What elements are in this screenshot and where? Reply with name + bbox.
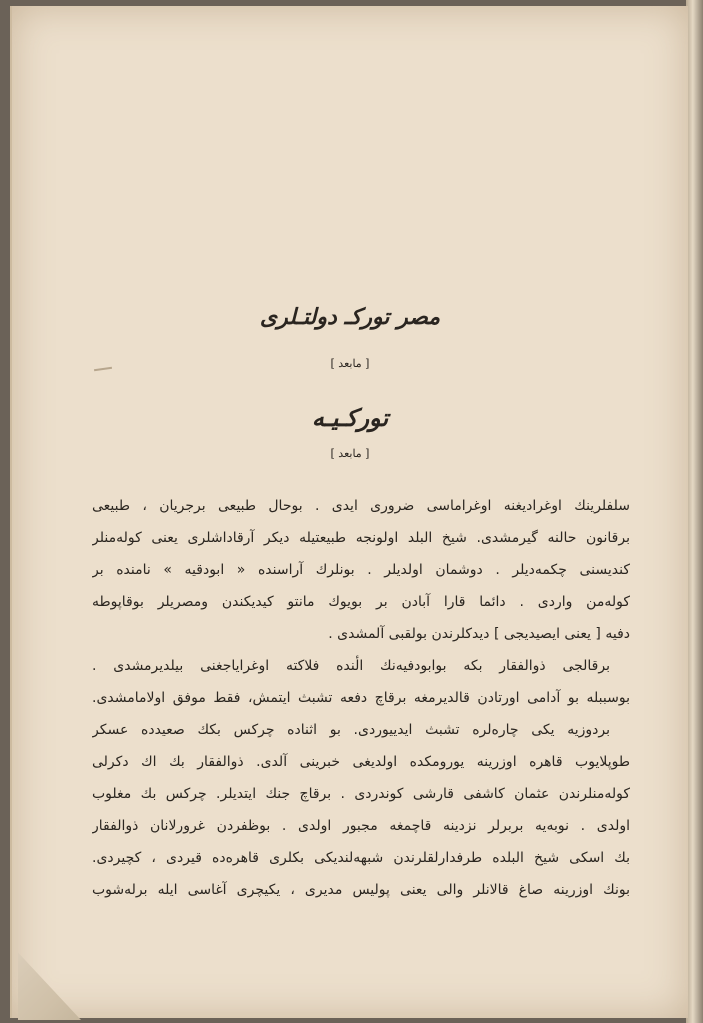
body-text (92, 490, 630, 906)
text-line: سلفلرینك اوغرادیغنه اوغراماسی ضروری ایدی . بوحال طبیعی برجریان ، طبیعی (92, 498, 630, 514)
text-line: كندیسنی چكمه‌دیلر . دوشمان اولدیلر . بونلرك آراسنده « ابودقیه » نامنده بر (92, 562, 630, 578)
chapter-title: مصر توركـ دولتـلری (259, 304, 441, 330)
chapter-title-note: [ مابعد ] (330, 357, 370, 370)
text-line: كوله‌منلرندن عثمان كاشفی قارشی كوندردی . برقاچ جنك ایتدیلر. چركس بك مغلوب (92, 786, 630, 802)
text-line: اولدی . نوبه‌یه بربرلر نزدینه قاچمغه مجبور اولدی . بوظفردن غرورلانان ذوالفقار (92, 818, 630, 834)
text-line: بك اسكی شیخ البلده طرفدارلقلرندن شبهه‌لندیكی بكلری قاهره‌ده قیردی ، كچیردی. (92, 850, 630, 866)
book-spine (686, 0, 703, 1023)
text-line: دفیه [ یعنی ایصیدیجی ] دیدكلرندن بولقبی آلمشدی . (328, 626, 630, 642)
section-title: توركـيـه (311, 403, 389, 432)
text-line: برقالجی ذوالفقار بكه بوابودفیه‌نك الٔنده فلاكته اوغرایاجغنی بیلدیرمشدی . (92, 658, 610, 674)
book-page (10, 6, 688, 1018)
text-line: برقانون حالنه گیرمشدی. شیخ البلد اولونجه طبیعتیله دیكر آرقاداشلری یعنی كوله‌منلر (92, 530, 630, 546)
text-line: طوپلایوب قاهره اوزرینه یورومكده اولدیغی خبرینی آلدی. ذوالفقار بك اك دكرلی (92, 754, 630, 770)
text-line: كوله‌من واردی . دائما قارا آبادن بر بویوك مانتو كیدیكندن ومصریلر بوقاپوطه (92, 594, 630, 610)
text-line: بوسببله بو آدامی اورتادن قالدیرمغه برقاچ دفعه تشبث ایتمش، فقط موفق اولامامشدی. (92, 690, 630, 706)
text-line: بردوزیه یكی چاره‌لره تشبث ایدییوردی. بو اثناده چركس بكك صعیدده عسكر (92, 722, 610, 738)
section-title-note: [ مابعد ] (330, 447, 370, 460)
text-line: بونك اوزرینه صاغ قالانلر والی یعنی پولیس مدیری ، یكیچری آغاسی ایله برله‌شوب (92, 882, 630, 898)
